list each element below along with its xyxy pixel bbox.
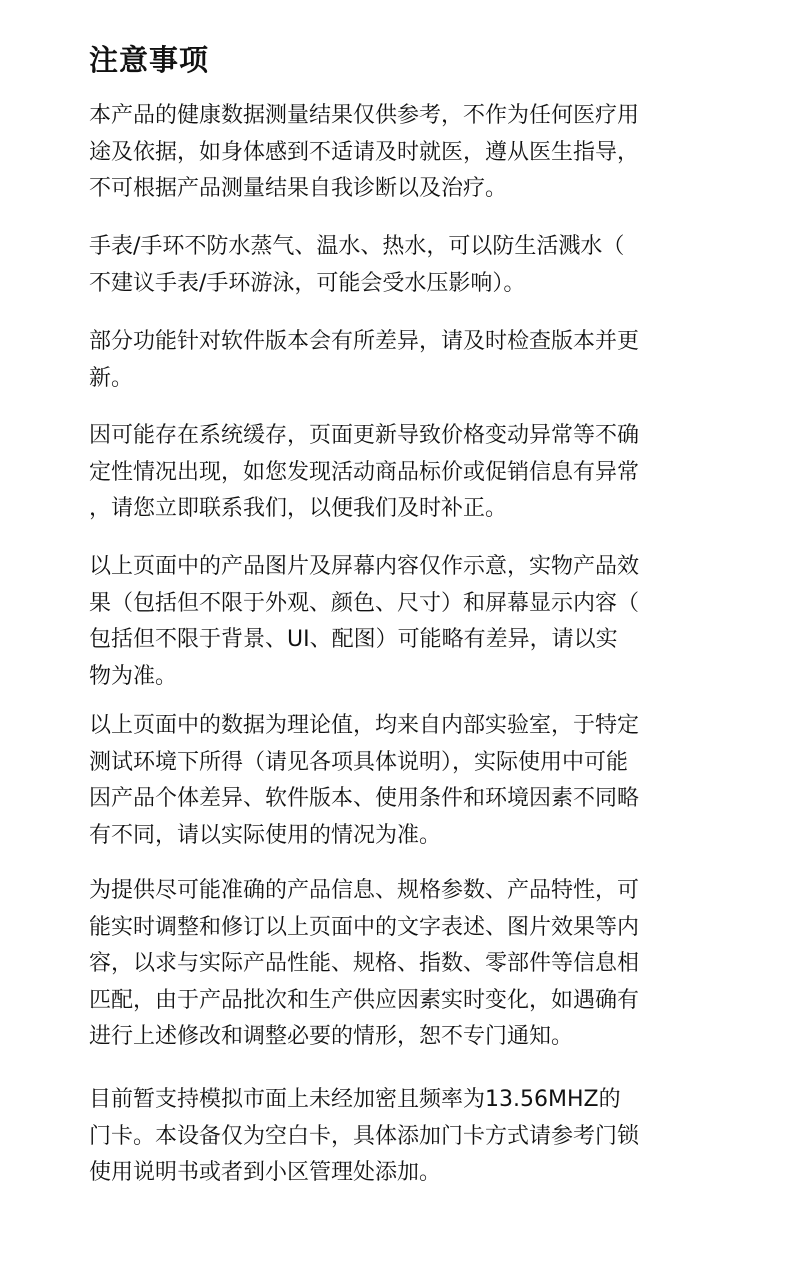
paragraph-line: 以上页面中的数据为理论值，均来自内部实验室，于特定	[89, 713, 640, 738]
paragraph-line: 门卡。本设备仅为空白卡，具体添加门卡方式请参考门锁	[89, 1123, 640, 1149]
paragraph-line: 能实时调整和修订以上页面中的文字表述、图片效果等内	[89, 914, 640, 940]
paragraph-line: 匹配，由于产品批次和生产供应因素实时变化，如遇确有	[89, 987, 640, 1013]
paragraph-line: 新。	[89, 365, 134, 391]
paragraph-line: 定性情况出现，如您发现活动商品标价或促销信息有异常	[89, 459, 640, 485]
notice-paragraph-adjustments	[89, 873, 719, 1056]
paragraph-line: 使用说明书或者到小区管理处添加。	[89, 1160, 442, 1185]
paragraph-line: 因产品个体差异、软件版本、使用条件和环境因素不同略	[89, 786, 640, 811]
paragraph-line: 本产品的健康数据测量结果仅供参考，不作为任何医疗用	[89, 103, 640, 128]
paragraph-line: 不建议手表/手环游泳，可能会受水压影响）。	[89, 270, 526, 296]
page-title: 注意事项	[89, 43, 210, 77]
notice-paragraph-health	[89, 98, 719, 208]
paragraph-line: 物为准。	[89, 663, 178, 689]
notice-paragraph-waterproof	[89, 229, 719, 302]
paragraph-line: 果（包括但不限于外观、颜色、尺寸）和屏幕显示内容（	[89, 590, 640, 616]
notice-paragraph-software	[89, 324, 719, 397]
notice-paragraph-cache	[89, 418, 719, 528]
paragraph-line: ，请您立即联系我们，以便我们及时补正。	[89, 496, 508, 521]
paragraph-line: 目前暂支持模拟市面上未经加密且频率为13.56MHZ的	[89, 1087, 621, 1112]
paragraph-line: 包括但不限于背景、UI、配图）可能略有差异，请以实	[89, 627, 618, 652]
paragraph-line: 有不同，请以实际使用的情况为准。	[89, 822, 442, 848]
notice-paragraph-door-card	[89, 1082, 719, 1192]
paragraph-line: 途及依据，如身体感到不适请及时就医，遵从医生指导，	[89, 139, 640, 165]
paragraph-line: 容，以求与实际产品性能、规格、指数、零部件等信息相	[89, 951, 640, 976]
paragraph-line: 不可根据产品测量结果自我诊断以及治疗。	[89, 176, 508, 201]
paragraph-line: 手表/手环不防水蒸气、温水、热水，可以防生活溅水（	[89, 234, 625, 259]
notice-paragraph-data	[89, 708, 719, 854]
paragraph-line: 进行上述修改和调整必要的情形，恕不专门通知。	[89, 1024, 574, 1049]
paragraph-line: 部分功能针对软件版本会有所差异，请及时检查版本并更	[89, 329, 640, 354]
paragraph-line: 为提供尽可能准确的产品信息、规格参数、产品特性，可	[89, 878, 640, 903]
notice-paragraph-images	[89, 549, 719, 695]
paragraph-line: 测试环境下所得（请见各项具体说明），实际使用中可能	[89, 749, 629, 775]
paragraph-line: 以上页面中的产品图片及屏幕内容仅作示意，实物产品效	[89, 554, 640, 579]
paragraph-line: 因可能存在系统缓存，页面更新导致价格变动异常等不确	[89, 423, 640, 448]
